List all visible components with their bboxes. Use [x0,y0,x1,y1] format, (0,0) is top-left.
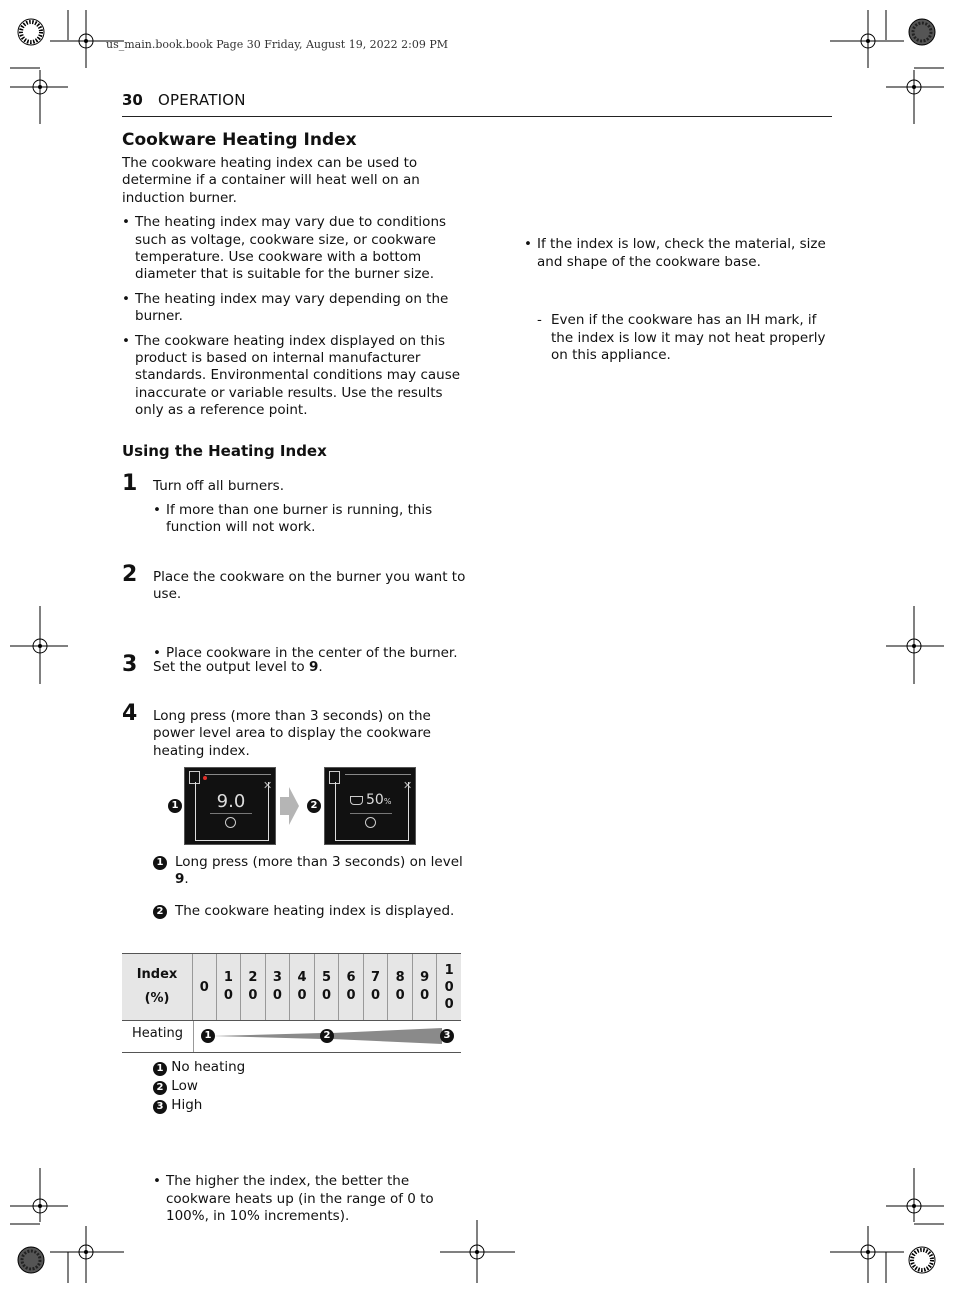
right-dash-note: - Even if the cookware has an IH mark, if the index is low it may not heat properly on this appliance. [537,312,826,364]
step-text: Turn off all burners. [153,478,285,494]
step-number: 3 [122,652,138,677]
step-note: • If more than one burner is running, this function will not work. [153,502,433,536]
heating-marker: 2 [320,1029,334,1043]
callout-marker: 2 [307,799,321,813]
arrow-right-icon [280,787,300,825]
index-column: 3 0 [265,954,290,1020]
index-column: 5 0 [314,954,339,1020]
callout-marker: 2 [153,905,167,919]
display-screen-index [324,767,416,845]
heating-legend [153,1058,245,1115]
index-column: 7 0 [363,954,388,1020]
divider [350,813,392,814]
level-readout: 9.0 [216,791,246,812]
section-heading: Cookware Heating Index [122,130,357,150]
header-rule [122,116,832,117]
burner-outline [335,782,409,841]
callout-text: The cookware heating index is displayed. [175,903,455,919]
pot-icon [350,796,363,805]
legend-item: 1 No heating [153,1058,245,1077]
timer-icon [225,817,236,828]
callout-marker: 1 [168,799,182,813]
heating-marker: 3 [440,1029,454,1043]
heating-row-label: Heating [122,1021,194,1052]
index-column: 4 0 [290,954,315,1020]
heating-row [122,1021,461,1053]
index-note: • The higher the index, the better the cookware heats up (in the range of 0 to 100%, in 10% increments). [153,1173,434,1225]
page-number: 30 [122,91,143,109]
print-slug: us_main.book.book Page 30 Friday, August 19, 2022 2:09 PM [106,38,449,51]
close-icon: ✕ [263,779,273,792]
index-column: 9 0 [412,954,437,1020]
list-item: • The heating index may vary depending on the burner. [122,290,449,325]
index-column: 1 0 [216,954,241,1020]
page-header [122,90,246,109]
index-table-header [122,954,461,1020]
indicator-led [203,776,207,780]
index-column: 6 0 [339,954,364,1020]
divider [345,774,411,775]
timer-icon [365,817,376,828]
index-column: 8 0 [388,954,413,1020]
index-column: 0 [193,954,217,1020]
intro-line: determine if a container will heat well on an [122,172,420,189]
step-number: 4 [122,701,138,726]
divider [210,813,252,814]
intro-line: The cookware heating index can be used to [122,155,418,171]
step-number: 2 [122,562,138,587]
right-bullet: • If the index is low, check the material, size and shape of the cookware base. [524,236,826,270]
index-table [122,953,461,1053]
step-number: 1 [122,471,138,496]
display-screen-level [184,767,276,845]
legend-item: 3 High [153,1096,245,1115]
list-item: • The heating index may vary due to conditions such as voltage, cookware size, or cookware temperature. Use cookware with a bottom diameter that is suitable for the burner size. [122,214,447,283]
step-text: Set the output level to 9. [153,659,323,675]
step-text: Place the cookware on the burner you want to use. [153,569,466,603]
list-item: • The cookware heating index displayed on this product is based on internal manufacturer standards. Environmental conditions may cause inaccurate or variable results. Use the results only as a reference point. [122,332,461,419]
callout-marker: 1 [153,856,167,870]
intro-paragraph [122,155,467,207]
close-icon: ✕ [403,779,413,792]
cookware-index-section [122,130,467,420]
legend-item: 2 Low [153,1077,245,1096]
step-note: • Place cookware in the center of the burner. [153,644,458,661]
intro-line: induction burner. [122,189,237,206]
index-readout: 50% [366,792,392,808]
index-column: 1 0 0 [437,954,461,1020]
index-column: 2 0 [241,954,266,1020]
heating-marker: 1 [201,1029,215,1043]
section-title: OPERATION [157,91,246,109]
step-text: Long press (more than 3 seconds) on the power level area to display the cookware heating index. [153,708,431,759]
divider [205,774,271,775]
subsection-heading: Using the Heating Index [122,442,327,460]
index-header-cell: Index (%) [136,967,178,1006]
callout-text: Long press (more than 3 seconds) on level 9. [175,854,463,888]
